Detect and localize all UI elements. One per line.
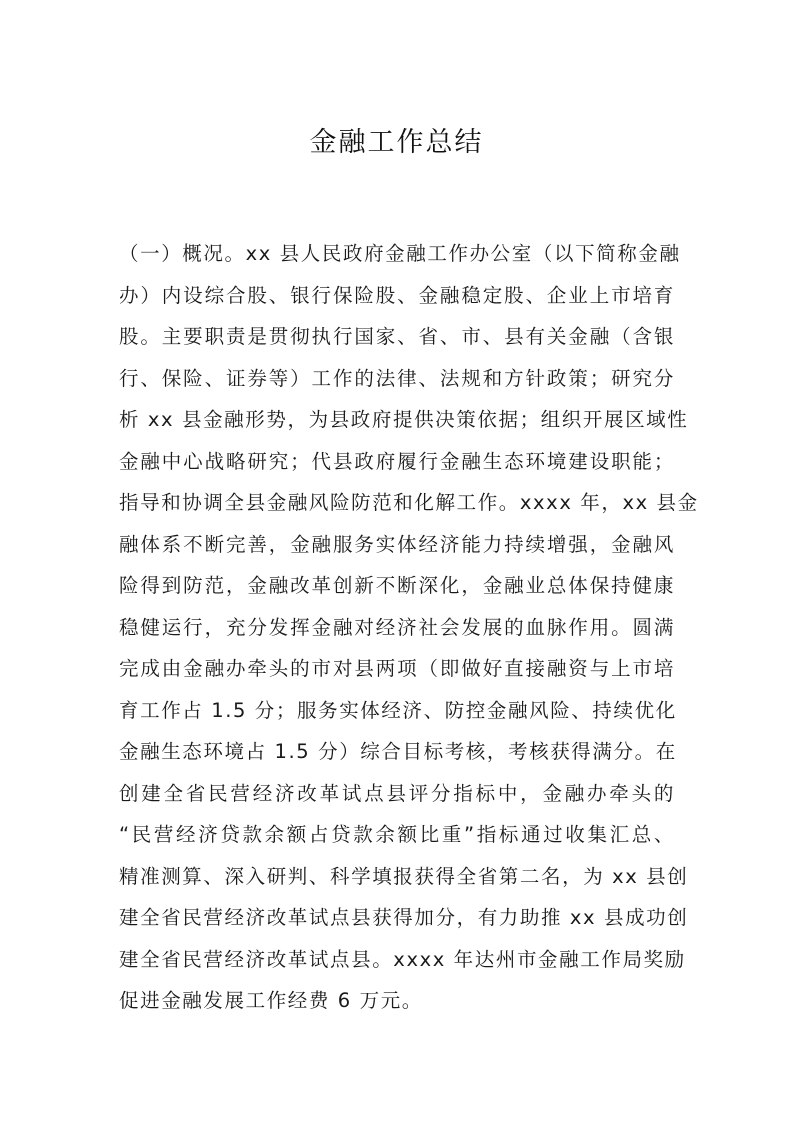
body-line: 创建全省民营经济改革试点县评分指标中，金融办牵头的	[119, 781, 675, 805]
body-line: 建全省民营经济改革试点县。xxxx 年达州市金融工作局奖励	[119, 947, 686, 971]
body-line: 完成由金融办牵头的市对县两项（即做好直接融资与上市培	[119, 657, 675, 680]
body-line: “民营经济贷款余额占贷款余额比重”指标通过收集汇总、	[119, 823, 675, 846]
body-line: 险得到防范，金融改革创新不断深化，金融业总体保持健康	[119, 574, 675, 597]
body-line: 稳健运行，充分发挥金融对经济社会发展的血脉作用。圆满	[119, 615, 675, 639]
body-line: 股。主要职责是贯彻执行国家、省、市、县有关金融（含银	[119, 325, 675, 348]
body-line: 办）内设综合股、银行保险股、金融稳定股、企业上市培育	[119, 283, 675, 307]
body-line: 育工作占 1.5 分；服务实体经济、防控金融风险、持续优化	[119, 698, 677, 722]
body-line: 促进金融发展工作经费 6 万元。	[119, 989, 423, 1012]
body-line: 建全省民营经济改革试点县获得加分，有力助推 xx 县成功创	[119, 906, 689, 929]
body-line: 金融中心战略研究；代县政府履行金融生态环境建设职能；	[119, 449, 675, 473]
body-line: 融体系不断完善，金融服务实体经济能力持续增强，金融风	[119, 532, 675, 556]
body-line: 指导和协调全县金融风险防范和化解工作。xxxx 年，xx 县金	[119, 491, 699, 514]
document-title: 金融工作总结	[309, 127, 484, 158]
body-line: 析 xx 县金融形势，为县政府提供决策依据；组织开展区域性	[119, 408, 689, 431]
body-line: （一）概况。xx 县人民政府金融工作办公室（以下简称金融	[119, 242, 681, 265]
body-line: 金融生态环境占 1.5 分）综合目标考核，考核获得满分。在	[119, 740, 677, 763]
document-body	[119, 233, 699, 1022]
body-line: 精准测算、深入研判、科学填报获得全省第二名，为 xx 县创	[119, 864, 689, 888]
body-line: 行、保险、证券等）工作的法律、法规和方针政策；研究分	[119, 366, 675, 390]
